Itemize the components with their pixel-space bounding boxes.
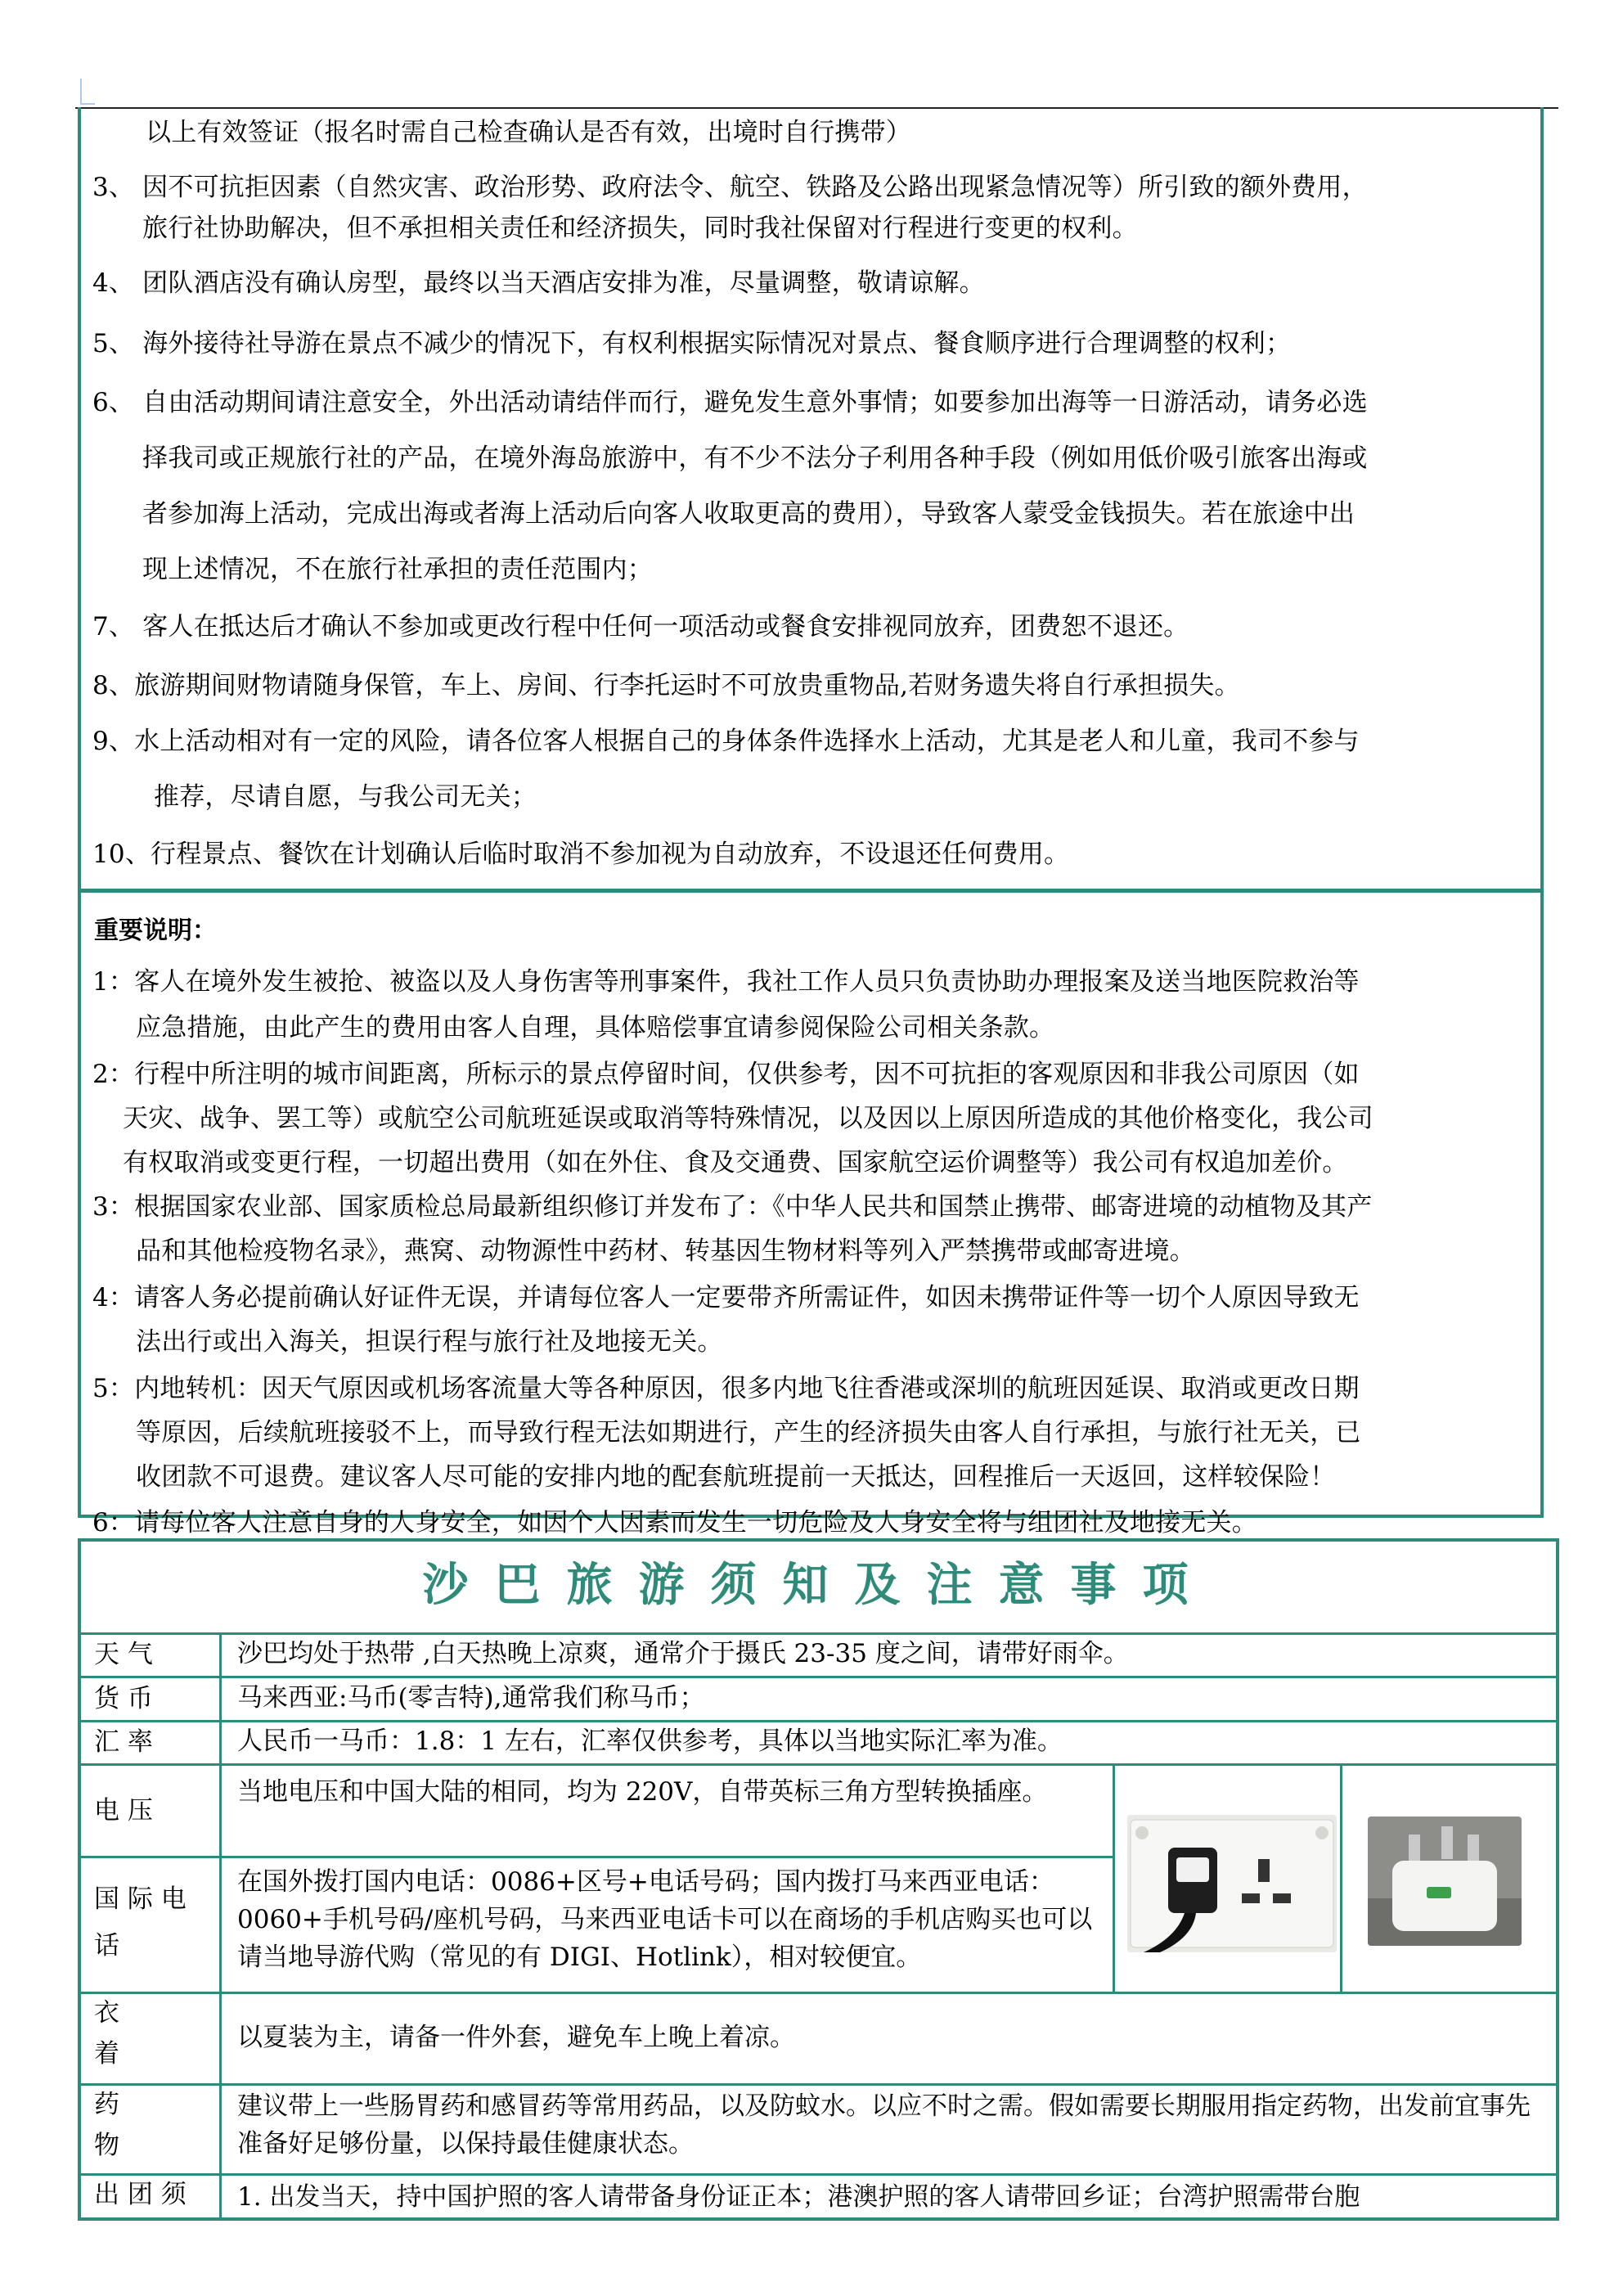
label-depart: 出 团 须 [94,2180,187,2209]
label-clothing: 衣 [94,1998,119,2028]
col-rule [1340,1763,1342,1992]
notice-6-cont: 现上述情况，不在旅行社承担的责任范围内； [142,555,653,584]
label-medicine-2: 物 [94,2131,119,2160]
label-weather: 天 气 [94,1640,153,1669]
notice-10: 10、行程景点、餐饮在计划确认后临时取消不参加视为自动放弃，不设退还任何费用。 [92,840,1070,869]
important-1-cont: 应急措施，由此产生的费用由客人自理，具体赔偿事宜请参阅保险公司相关条款。 [136,1013,1055,1042]
clothing-value: 以夏装为主，请备一件外套，避免车上晚上着凉。 [237,2023,795,2052]
important-title: 重要说明： [94,916,217,945]
notice-6-cont: 择我司或正规旅行社的产品，在境外海岛旅游中，有不少不法分子利用各种手段（例如用低价吸引旅客出海或 [142,443,1368,473]
notice-5: 5、 海外接待社导游在景点不减少的情况下，有权利根据实际情况对景点、餐食顺序进行合理调整的权利； [92,329,1292,358]
important-4-cont: 法出行或出入海关，担误行程与旅行社及地接无关。 [136,1327,723,1357]
label-phone: 国 际 电 [94,1884,187,1914]
notice-6: 6、 自由活动期间请注意安全，外出活动请结伴而行，避免发生意外事情；如要参加出海等一日游活动，请务必选 [92,388,1368,417]
plug-adapter-icon [1368,1817,1522,1946]
important-5: 5：内地转机：因天气原因或机场客流量大等各种原因，很多内地飞往香港或深圳的航班因延误、取消或更改日期 [92,1374,1360,1403]
wall-socket-icon [1127,1815,1337,1952]
page-corner-mark [80,79,95,105]
label-phone-2: 话 [94,1931,119,1961]
row-rule [78,1676,1559,1678]
depart-value: 1. 出发当天，持中国护照的客人请带备身份证正本；港澳护照的客人请带回乡证；台湾护照需带台胞 [237,2182,1360,2212]
notice-line: 以上有效签证（报名时需自己检查确认是否有效，出境时自行携带） [146,118,911,147]
label-clothing-2: 着 [94,2039,119,2069]
medicine-value: 建议带上一些肠胃药和感冒药等常用药品，以及防蚊水。以应不时之需。假如需要长期服用指定药物，出发前宜事先准备好足够份量，以保持最佳健康状态。 [237,2091,1531,2159]
table-title: 沙巴旅游须知及注意事项 [422,1558,1215,1612]
important-3: 3：根据国家农业部、国家质检总局最新组织修订并发布了：《中华人民共和国禁止携带、邮寄进境的动植物及其产 [92,1192,1373,1222]
important-3-cont: 品和其他检疫物名录》，燕窝、动物源性中药材、转基因生物材料等列入严禁携带或邮寄进境。 [136,1236,1195,1266]
notice-7: 7、 客人在抵达后才确认不参加或更改行程中任何一项活动或餐食安排视同放弃，团费恕不退还。 [92,612,1189,642]
row-rule [78,1856,1115,1858]
important-6: 6：请每位客人注意自身的人身安全，如因个人因素而发生一切危险及人身安全将与组团社及地接无关。 [92,1508,1257,1537]
row-rule [78,2083,1559,2086]
weather-value: 沙巴均处于热带 ,白天热晚上凉爽，通常介于摄氏 23-35 度之间，请带好雨伞。 [237,1639,1129,1668]
row-rule [78,2173,1559,2176]
important-1: 1：客人在境外发生被抢、被盗以及人身伤害等刑事案件，我社工作人员只负责协助办理报案及送当地医院救治等 [92,967,1360,997]
col-rule [1113,1763,1115,1992]
notice-3: 3、 因不可抗拒因素（自然灾害、政治形势、政府法令、航空、铁路及公路出现紧急情况等）所引致的额外费用， [92,173,1368,202]
row-rule [78,1992,1559,1994]
rate-value: 人民币一马币：1.8：1 左右，汇率仅供参考，具体以当地实际汇率为准。 [237,1727,1063,1756]
notice-4: 4、 团队酒店没有确认房型，最终以当天酒店安排为准，尽量调整，敬请谅解。 [92,268,985,298]
currency-value: 马来西亚:马币(零吉特),通常我们称马币； [237,1683,705,1713]
wall-socket-photo [1127,1815,1337,1952]
important-4: 4：请客人务必提前确认好证件无误，并请每位客人一定要带齐所需证件，如因未携带证件等一切个人原因导致无 [92,1283,1360,1312]
notice-3-cont: 旅行社协助解决，但不承担相关责任和经济损失，同时我社保留对行程进行变更的权利。 [142,214,1138,243]
phone-value: 在国外拨打国内电话：0086+区号+电话号码；国内拨打马来西亚电话：0060+手机号码/座机号码，马来西亚电话卡可以在商场的手机店购买也可以请当地导游代购（常见的有 DIGI、Hotlink），相对较便宜。 [237,1867,1093,1972]
adapter-photo [1368,1817,1522,1946]
important-2-cont: 天灾、战争、罢工等）或航空公司航班延误或取消等特殊情况，以及因以上原因所造成的其他价格变化，我公司 [123,1104,1373,1133]
label-rate: 汇 率 [94,1727,153,1757]
voltage-value: 当地电压和中国大陆的相同，均为 220V，自带英标三角方型转换插座。 [237,1777,1048,1807]
important-2: 2：行程中所注明的城市间距离，所标示的景点停留时间，仅供参考，因不可抗拒的客观原因和非我公司原因（如 [92,1060,1360,1089]
notice-9: 9、水上活动相对有一定的风险，请各位客人根据自己的身体条件选择水上活动，尤其是老人和儿童，我司不参与 [92,727,1360,756]
important-2-cont: 有权取消或变更行程，一切超出费用（如在外住、食及交通费、国家航空运价调整等）我公司有权追加差价。 [123,1148,1348,1177]
notice-8: 8、旅游期间财物请随身保管，车上、房间、行李托运时不可放贵重物品,若财务遗失将自行承担损失。 [92,671,1240,700]
label-currency: 货 币 [94,1684,153,1713]
important-5-cont: 等原因，后续航班接驳不上，而导致行程无法如期进行，产生的经济损失由客人自行承担，与旅行社无关，已 [136,1418,1361,1447]
row-rule [78,1763,1559,1766]
col-rule [219,1632,222,2218]
label-medicine: 药 [94,2090,119,2119]
label-voltage: 电 压 [94,1796,153,1826]
important-5-cont: 收团款不可退费。建议客人尽可能的安排内地的配套航班提前一天抵达，回程推后一天返回，这样较保险！ [136,1462,1336,1492]
notice-6-cont: 者参加海上活动，完成出海或者海上活动后向客人收取更高的费用），导致客人蒙受金钱损失。若在旅途中出 [142,499,1355,529]
notice-9-cont: 推荐，尽请自愿，与我公司无关； [154,782,537,812]
